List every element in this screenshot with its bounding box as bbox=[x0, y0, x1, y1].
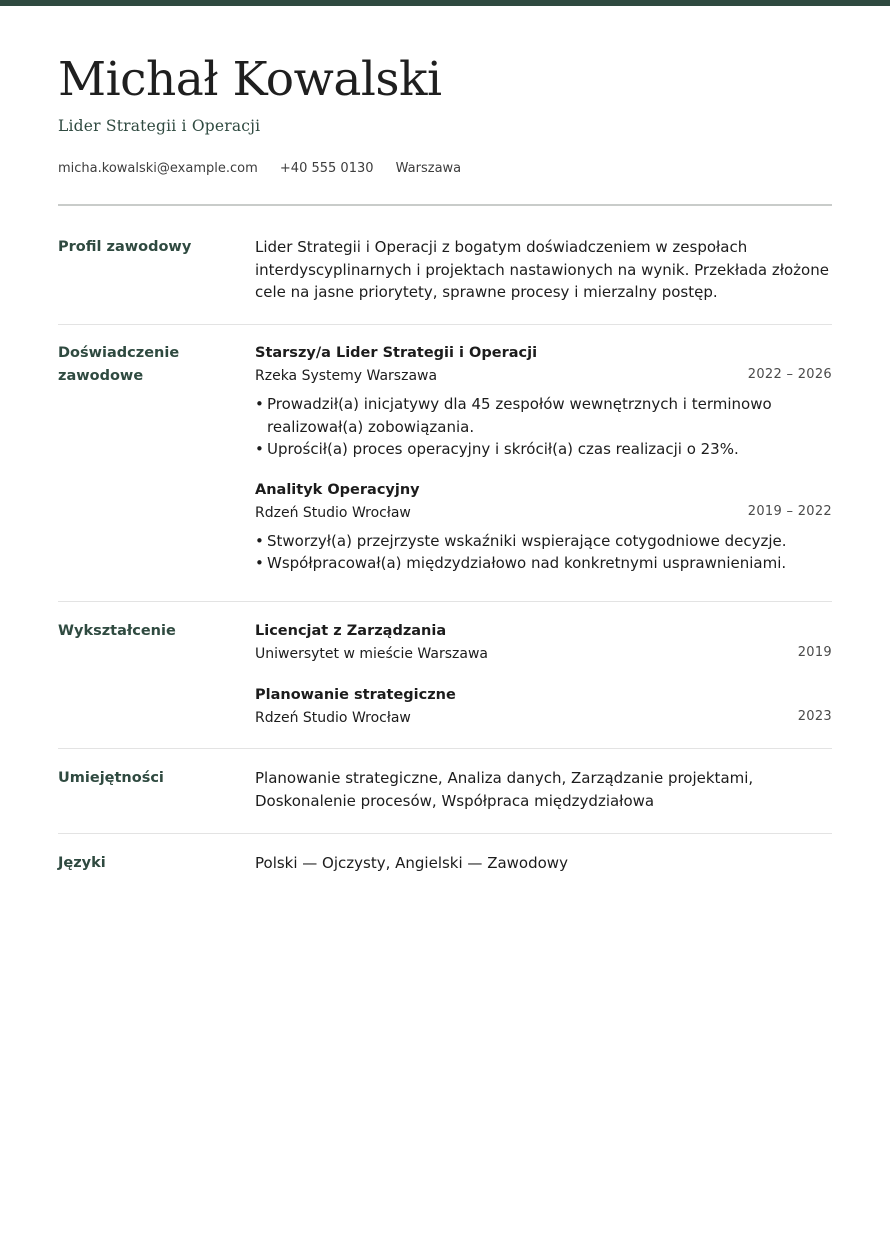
header-divider bbox=[58, 204, 832, 206]
experience-entry bbox=[255, 342, 832, 461]
job-org-row bbox=[255, 501, 832, 524]
section-label-experience: Doświadczenie zawodowe bbox=[58, 345, 180, 384]
education-year: 2023 bbox=[797, 709, 832, 724]
education-list bbox=[255, 620, 832, 729]
section-divider bbox=[58, 748, 832, 749]
contact-phone[interactable]: +40 555 0130 bbox=[279, 161, 374, 176]
job-org-row bbox=[255, 364, 832, 387]
education-school: Rdzeń Studio Wrocław bbox=[255, 710, 411, 726]
section-label-education: Wykształcenie bbox=[58, 623, 176, 639]
contact-city: Warszawa bbox=[395, 161, 462, 176]
section-label-languages: Języki bbox=[58, 855, 106, 871]
experience-entry bbox=[255, 479, 832, 575]
candidate-title: Lider Strategii i Operacji bbox=[58, 117, 261, 135]
education-degree: Licencjat z Zarządzania bbox=[255, 623, 447, 639]
section-divider bbox=[58, 324, 832, 325]
education-entry bbox=[255, 684, 832, 729]
experience-list bbox=[255, 342, 832, 575]
skills-text: Planowanie strategiczne, Analiza danych, Zarządzanie projektami, Doskonalenie procesów, Współpraca międzydziałowa bbox=[255, 769, 754, 810]
education-year: 2019 bbox=[797, 645, 832, 660]
education-degree: Planowanie strategiczne bbox=[255, 687, 456, 703]
job-company: Rdzeń Studio Wrocław bbox=[255, 504, 411, 521]
languages-text: Polski — Ojczysty, Angielski — Zawodowy bbox=[255, 854, 568, 872]
education-org-row bbox=[255, 706, 832, 729]
job-company: Rzeka Systemy Warszawa bbox=[255, 368, 438, 384]
section-label-skills: Umiejętności bbox=[58, 770, 164, 786]
top-accent-bar bbox=[0, 0, 890, 6]
job-bullets bbox=[255, 393, 832, 461]
job-role: Analityk Operacyjny bbox=[255, 481, 420, 498]
candidate-name: Michał Kowalski bbox=[58, 52, 442, 107]
job-role: Starszy/a Lider Strategii i Operacji bbox=[255, 345, 538, 361]
job-bullet: • Współpracował(a) międzydziałowo nad konkretnymi usprawnieniami. bbox=[255, 552, 832, 575]
section-label-profile: Profil zawodowy bbox=[58, 239, 192, 255]
education-org-row bbox=[255, 642, 832, 665]
contact-line bbox=[58, 161, 479, 176]
contact-email[interactable]: micha.kowalski@example.com bbox=[58, 161, 258, 176]
section-divider bbox=[58, 601, 832, 602]
section-divider bbox=[58, 833, 832, 834]
job-dates: 2022 – 2026 bbox=[747, 367, 832, 382]
education-entry bbox=[255, 620, 832, 665]
profile-text: Lider Strategii i Operacji z bogatym doświadczeniem w zespołach interdyscyplinarnych i projektach nastawionych na wynik. Przekłada złożone cele na jasne priorytety, sprawne procesy i mierzalny postęp. bbox=[255, 238, 829, 301]
job-dates: 2019 – 2022 bbox=[747, 503, 832, 519]
job-bullet: • Uprościł(a) proces operacyjny i skrócił(a) czas realizacji o 23%. bbox=[255, 438, 832, 461]
job-bullets bbox=[255, 530, 832, 575]
job-bullet: • Stworzył(a) przejrzyste wskaźniki wspierające cotygodniowe decyzje. bbox=[255, 530, 832, 553]
education-school: Uniwersytet w mieście Warszawa bbox=[255, 646, 488, 662]
job-bullet: • Prowadził(a) inicjatywy dla 45 zespołów wewnętrznych i terminowo realizował(a) zobowiązania. bbox=[255, 393, 832, 438]
